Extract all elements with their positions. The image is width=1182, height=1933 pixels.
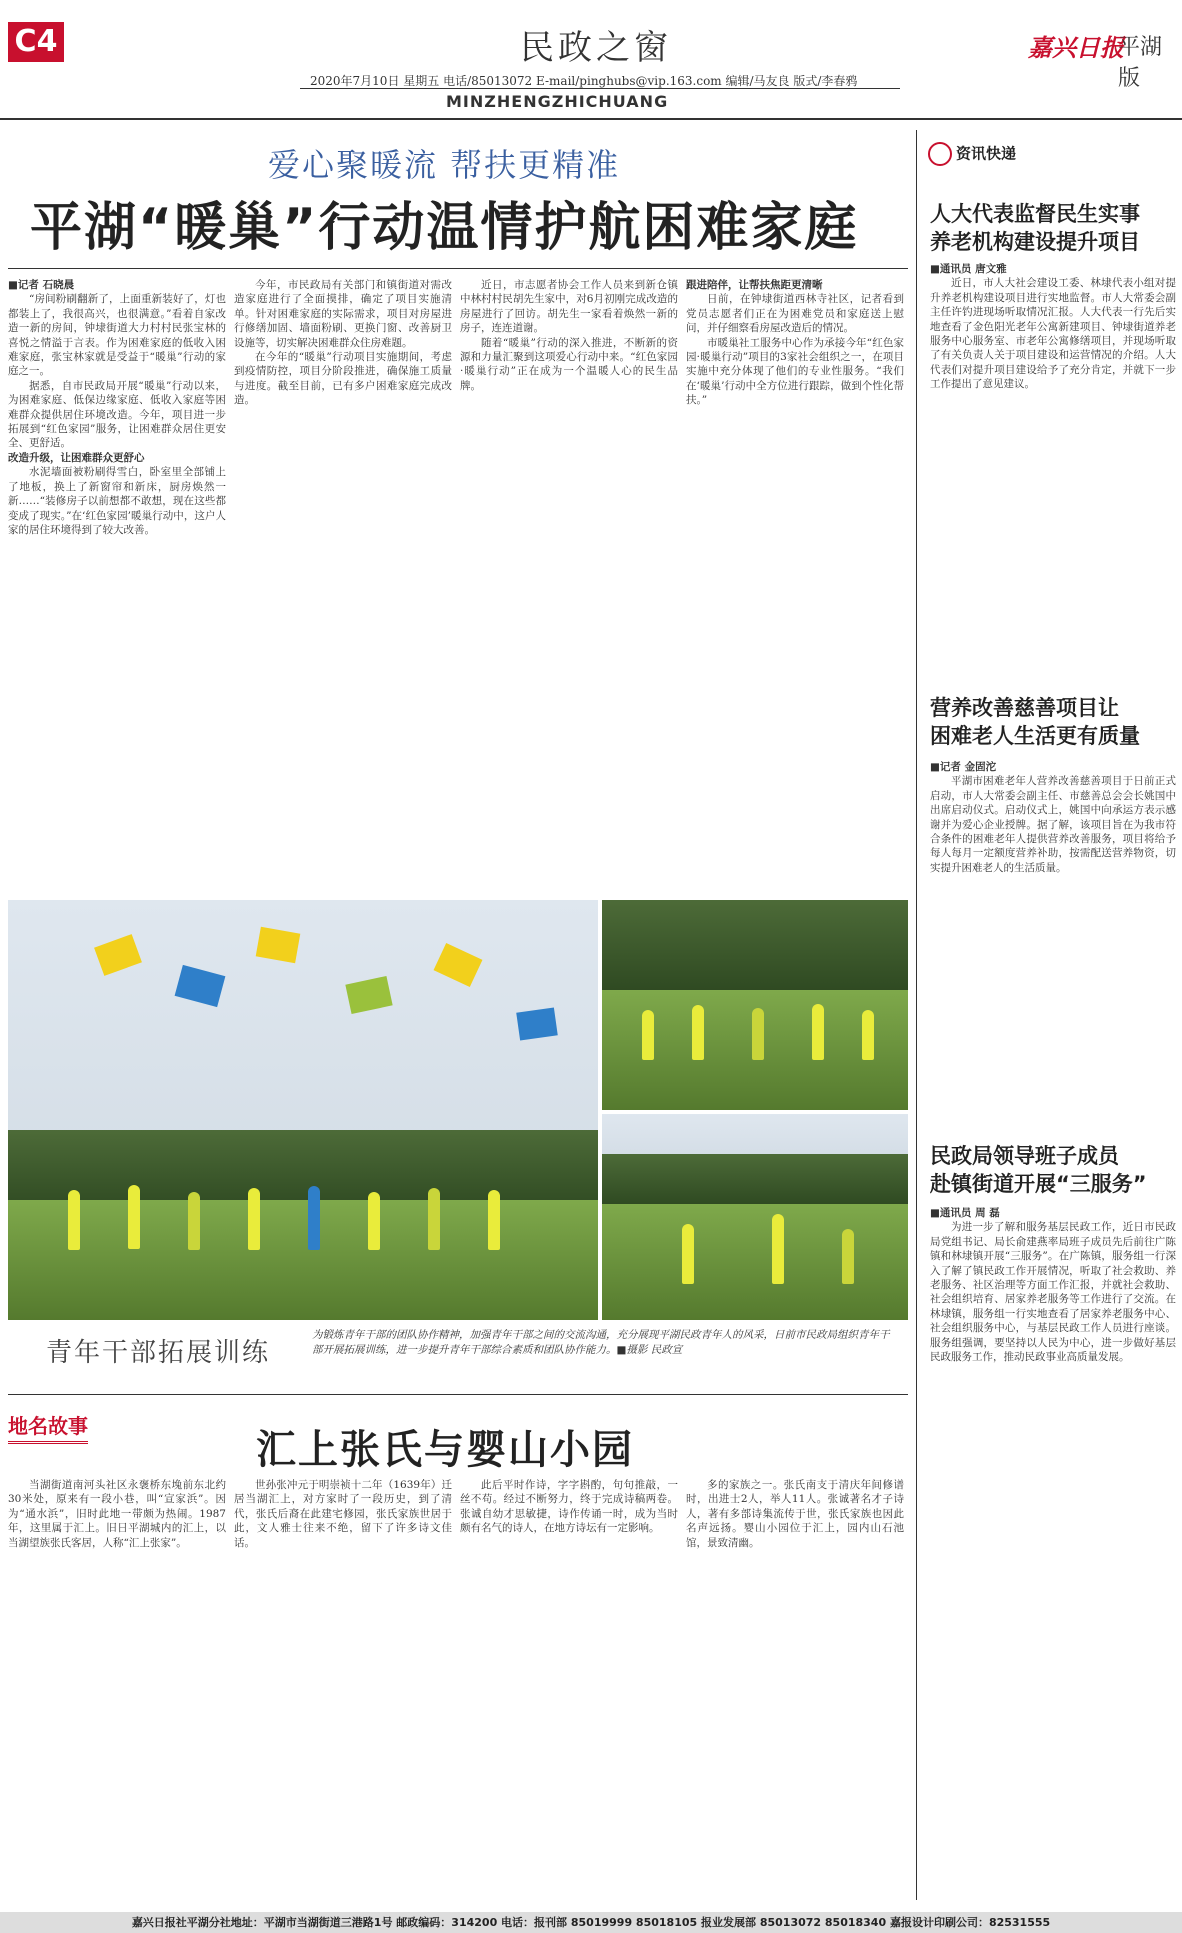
sidebar-header [928, 142, 1016, 166]
news-ring-icon [928, 142, 952, 166]
person-figure [842, 1229, 854, 1284]
sidebar-item-text: 近日，市人大社会建设工委、林埭代表小组对提升养老机构建设项目进行实地监督。市人大常委会副主任许钓进现场听取情况汇报。人大代表一行先后实地查看了金色阳光老年公寓新建项目、钟埭街道养老服务中心服务室、市老年公寓修缮项目，并现场听取了有关负责人关于项目建设和运营情况的介绍。人大代表们对提升项目建设给予了充分肯定，并就下一步工作提出了意见建议。 [930, 277, 1176, 391]
feature-paragraph: 当湖街道南河头社区永褒桥东堍前东北约30米处，原来有一段小巷，叫“宣家浜”。因为“通水浜”，旧时此地一带颇为热闹。1987年，这里属于汇上。旧日平湖城内的汇上，以当湖望族张氏客居，人称“汇上张家”。 [8, 1479, 226, 1549]
photo-group-circle [602, 900, 908, 1110]
person-figure [68, 1190, 80, 1250]
lead-paragraph: 近日，市志愿者协会工作人员来到新仓镇中林村村民胡先生家中，对6月初刚完成改造的房屋进行了回访。胡先生一家看着焕然一新的房子，连连道谢。 [460, 279, 678, 335]
lead-paragraph: 水泥墙面被粉刷得雪白，卧室里全部铺上了地板，换上了新窗帘和新床，厨房焕然一新……“装修房子以前想都不敢想，现在这些都变成了现实。”在‘红色家园’暖巢行动中，这户人家的居住环境得到了较大改善。 [8, 466, 226, 536]
meta-line: 2020年7月10日 星期五 电话/85013072 E-mail/pinghubs@vip.163.com 编辑/马友良 版式/李春鸦 [310, 74, 858, 88]
sidebar-item-title: 民政局领导班子成员 赴镇街道开展“三服务” [930, 1144, 1147, 1196]
lead-headline: 平湖“暖巢”行动温情护航困难家庭 [30, 198, 859, 258]
person-figure [248, 1188, 260, 1250]
sidebar-item-byline: ■通讯员 唐文雅 [930, 263, 1007, 275]
feature-paragraph: 世孙张冲元于明崇祯十二年（1639年）迁居当湖汇上，对方家时了一段历史，到了清代，张氏后裔在此建宅修园，张氏家族世居于此，文人雅士往来不绝，留下了许多诗文佳话。 [234, 1479, 452, 1549]
section-title: 民政之窗 [520, 28, 672, 68]
lead-paragraph: 市暖巢社工服务中心作为承接今年“红色家园·暖巢行动”项目的3家社会组织之一，在项目实施中充分体现了他们的专业性服务。“我们在‘暖巢’行动中全方位进行跟踪，做到个性化帮扶。” [686, 336, 904, 407]
lead-column-1 [8, 278, 226, 888]
person-figure [188, 1192, 200, 1250]
lead-column-2 [234, 278, 452, 888]
person-figure [428, 1188, 440, 1250]
lead-paragraph: 今年，市民政局有关部门和镇街道对需改造家庭进行了全面摸排，确定了项目实施清单。针对困难家庭的实际需求，项目对房屋进行修缮加固、墙面粉刷、更换门窗、改善厨卫设施等，切实解决困难群众住房难题。 [234, 279, 452, 349]
lead-paragraph: 随着“暖巢”行动的深入推进，不断新的资源和力量汇聚到这项爱心行动中来。“红色家园·暖巢行动”正在成为一个温暖人心的民生品牌。 [460, 336, 678, 392]
feature-paragraph: 此后平时作诗，字字斟酌，句句推敲，一丝不苟。经过不断努力，终于完成诗稿两卷。张诚自幼才思敏捷，诗作传诵一时，成为当时颇有名气的诗人，在地方诗坛有一定影响。 [460, 1479, 678, 1535]
person-figure [368, 1192, 380, 1250]
feature-tag: 地名故事 [8, 1410, 88, 1444]
flag-shape [516, 1007, 558, 1040]
lead-kicker: 爱心聚暖流 帮扶更精准 [268, 146, 621, 184]
lead-subhead: 跟进陪伴，让帮扶焦距更清晰 [686, 279, 823, 291]
header-rule [300, 88, 900, 89]
section-pinyin: MINZHENGZHICHUANG [446, 92, 669, 111]
sidebar-header-label: 资讯快递 [956, 144, 1017, 163]
person-figure [862, 1010, 874, 1060]
lead-paragraph: 在今年的“暖巢”行动项目实施期间，考虑到疫情防控，项目分阶段推进，确保施工质量与进度。截至目前，已有多户困难家庭完成改造。 [234, 351, 452, 407]
flag-shape [345, 976, 392, 1014]
feature-column-4 [686, 1478, 904, 1898]
photo-trees [602, 900, 908, 990]
person-figure [642, 1010, 654, 1060]
sidebar-item-byline: ■通讯员 周 磊 [930, 1207, 1000, 1219]
person-figure [812, 1004, 824, 1060]
person-figure [128, 1185, 140, 1249]
photo-grass [8, 1200, 598, 1320]
flag-shape [175, 965, 226, 1007]
sidebar-item-title: 人大代表监督民生实事 养老机构建设提升项目 [930, 202, 1140, 254]
lead-byline: ■记者 石晓晨 [8, 279, 75, 291]
header-divider [0, 118, 1182, 120]
lead-column-3 [460, 278, 678, 888]
sidebar-divider [916, 130, 917, 1900]
sidebar-item-text: 平湖市困难老年人营养改善慈善项目于日前正式启动，市人大常委会副主任、市慈善总会会长姚国中出席启动仪式。启动仪式上，姚国中向承运方表示感谢并为爱心企业授牌。据了解，该项目旨在为我市符合条件的困难老年人提供营养改善服务，项目将给予每人每月一定额度营养补助，按需配送营养物资，切实提升困难老人的生活质量。 [930, 775, 1176, 874]
feature-column-2 [234, 1478, 452, 1898]
sidebar-item-byline: ■记者 金固沱 [930, 761, 997, 773]
lead-paragraph: “房间粉刷翻新了，上面重新装好了，灯也都装上了，我很高兴，也很满意。”看着自家改造一新的房间，钟埭街道大力村村民张宝林的喜悦之情溢于言表。作为困难家庭的低收入困难家庭，张宝林家就是受益于“暖巢”行动的家庭之一。 [8, 293, 226, 378]
page-footer: 嘉兴日报社平湖分社地址：平湖市当湖街道三港路1号 邮政编码：314200 电话：报刊部 85019999 85018105 报业发展部 85013072 85018340 嘉报设计印刷公司：82531555 [0, 1912, 1182, 1933]
person-figure [488, 1190, 500, 1250]
photo-field-game [602, 1114, 908, 1320]
sidebar-item-body [930, 760, 1176, 1130]
sidebar-item-body [930, 262, 1176, 652]
flag-shape [256, 927, 301, 963]
paper-name: 嘉兴日报 [1028, 33, 1124, 62]
sidebar-item-body [930, 1206, 1176, 1896]
person-figure [682, 1224, 694, 1284]
flag-shape [434, 943, 483, 987]
feature-paragraph: 多的家族之一。张氏南支于清庆年间修谱时，出进士2人，举人11人。张诚著名才子诗人，著有多部诗集流传于世，张氏家族也因此名声远扬。婴山小园位于汇上，园内山石池馆，景致清幽。 [686, 1479, 904, 1549]
photo-trees [602, 1154, 908, 1204]
photo-caption-title: 青年干部拓展训练 [46, 1338, 271, 1368]
edition-label: 平湖版 [1118, 35, 1163, 91]
feature-column-3 [460, 1478, 678, 1898]
photo-grass [602, 1204, 908, 1320]
lead-paragraph: 日前，在钟埭街道西林寺社区，记者看到党员志愿者们正在为困难党员和家庭送上慰问，并仔细察看房屋改造后的情况。 [686, 293, 904, 335]
flag-shape [94, 934, 142, 976]
person-figure [692, 1005, 704, 1060]
photo-caption-text: 为锻炼青年干部的团队协作精神，加强青年干部之间的交流沟通，充分展现平湖民政青年人的风采，日前市民政局组织青年干部开展拓展训练，进一步提升青年干部综合素质和团队协作能力。■摄影 民政宣 [312, 1329, 890, 1356]
person-figure [772, 1214, 784, 1284]
sidebar-item-text: 为进一步了解和服务基层民政工作，近日市民政局党组书记、局长俞建燕率局班子成员先后前往广陈镇和林埭镇开展“三服务”。在广陈镇，服务组一行深入了解了镇民政工作开展情况，听取了社会救助、养老服务、社区治理等方面工作汇报，并就社会救助、社会组织培育、居家养老服务等工作进行了交流。在林埭镇，服务组一行实地查看了居家养老服务中心、社会组织服务中心，与基层民政工作人员进行座谈。服务组强调，要坚持以人民为中心，进一步做好基层民政服务工作，推动民政事业高质量发展。 [930, 1221, 1176, 1364]
person-figure [752, 1008, 764, 1060]
feature-column-1 [8, 1478, 226, 1898]
photo-flags-team [8, 900, 598, 1320]
page-number: C4 [8, 22, 64, 62]
photo-rule [8, 1394, 908, 1395]
lead-subhead: 改造升级，让困难群众更舒心 [8, 451, 145, 464]
photo-trees [8, 1130, 598, 1210]
lead-paragraph: 据悉，自市民政局开展“暖巢”行动以来，为困难家庭、低保边缘家庭、低收入家庭等困难群众提供居住环境改造。今年，项目进一步拓展到“红色家园”服务，让困难群众居住更安全、更舒适。 [8, 379, 226, 450]
lead-rule [8, 268, 908, 269]
sidebar-item-title: 营养改善慈善项目让 困难老人生活更有质量 [930, 696, 1140, 748]
person-figure [308, 1186, 320, 1250]
feature-headline: 汇上张氏与婴山小园 [256, 1427, 634, 1473]
lead-column-4 [686, 278, 904, 888]
